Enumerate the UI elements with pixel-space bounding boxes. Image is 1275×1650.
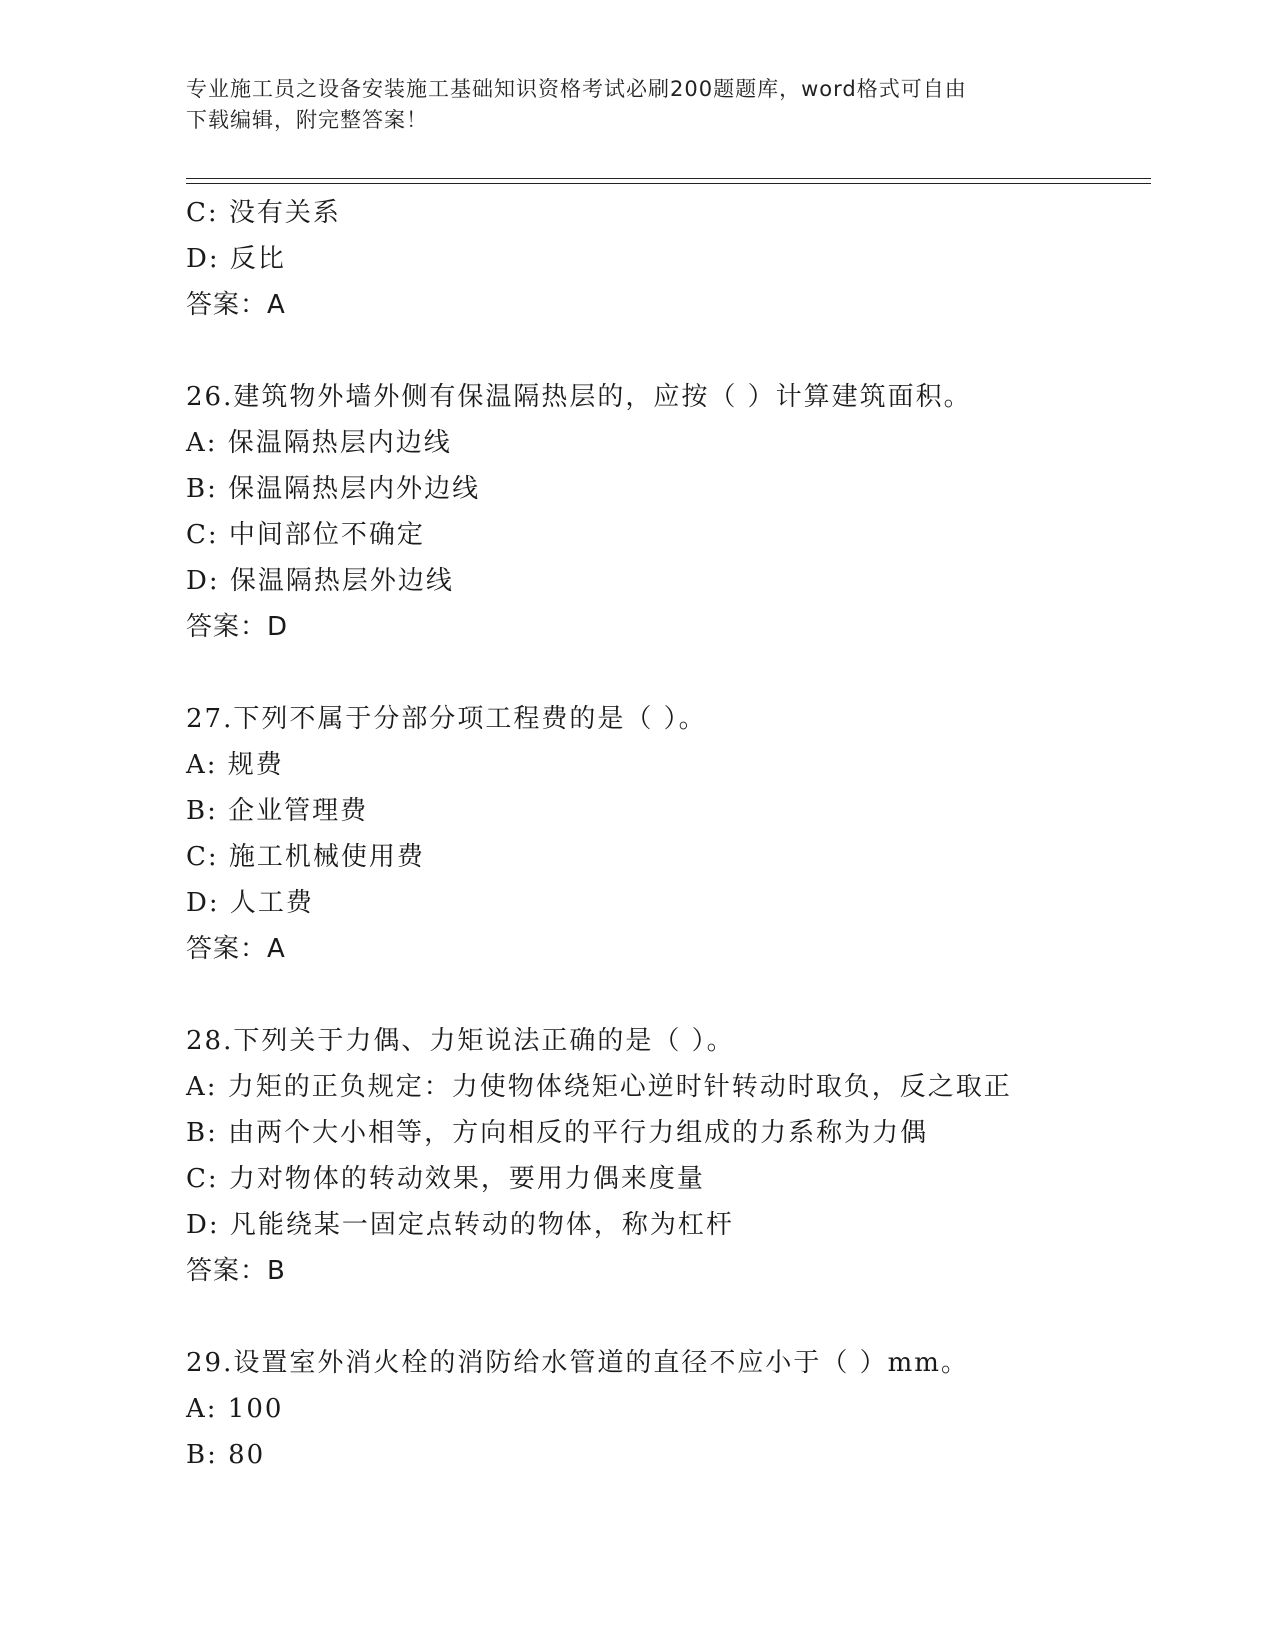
question-28 — [186, 1018, 1146, 1294]
option-b: B: 企业管理费 — [186, 796, 369, 826]
question-25-tail — [186, 190, 1146, 328]
answer: 答案：A — [186, 934, 286, 964]
option-c: C: 没有关系 — [186, 198, 341, 228]
option-c: C: 施工机械使用费 — [186, 842, 425, 872]
header-line-1: 专业施工员之设备安装施工基础知识资格考试必刷200题题库，word格式可自由 — [186, 77, 967, 101]
spacer — [186, 972, 1146, 1018]
option-d: D: 凡能绕某一固定点转动的物体，称为杠杆 — [186, 1210, 734, 1240]
header-rule-top — [186, 178, 1151, 179]
answer: 答案：B — [186, 1256, 286, 1286]
option-b: B: 保温隔热层内外边线 — [186, 474, 481, 504]
option-a: A: 力矩的正负规定：力使物体绕矩心逆时针转动时取负，反之取正 — [186, 1072, 1012, 1102]
option-b: B: 80 — [186, 1440, 266, 1470]
question-stem: 29.设置室外消火栓的消防给水管道的直径不应小于（ ）mm。 — [186, 1348, 969, 1378]
question-list — [186, 190, 1146, 1478]
option-c: C: 中间部位不确定 — [186, 520, 425, 550]
option-b: B: 由两个大小相等，方向相反的平行力组成的力系称为力偶 — [186, 1118, 929, 1148]
answer: 答案：D — [186, 612, 289, 642]
option-d: D: 反比 — [186, 244, 286, 274]
question-stem: 26.建筑物外墙外侧有保温隔热层的，应按（ ）计算建筑面积。 — [186, 382, 972, 412]
option-a: A: 保温隔热层内边线 — [186, 428, 452, 458]
question-29 — [186, 1340, 1146, 1478]
question-stem: 28.下列关于力偶、力矩说法正确的是（ ）。 — [186, 1026, 735, 1056]
header-line-2: 下载编辑，附完整答案！ — [186, 108, 428, 132]
answer: 答案：A — [186, 290, 286, 320]
option-d: D: 人工费 — [186, 888, 314, 918]
question-26 — [186, 374, 1146, 650]
option-a: A: 100 — [186, 1394, 284, 1424]
question-stem: 27.下列不属于分部分项工程费的是（ ）。 — [186, 704, 707, 734]
option-d: D: 保温隔热层外边线 — [186, 566, 454, 596]
question-27 — [186, 696, 1146, 972]
option-a: A: 规费 — [186, 750, 284, 780]
spacer — [186, 650, 1146, 696]
spacer — [186, 328, 1146, 374]
document-header — [186, 74, 1066, 136]
header-rule-bottom — [186, 183, 1151, 184]
spacer — [186, 1294, 1146, 1340]
option-c: C: 力对物体的转动效果，要用力偶来度量 — [186, 1164, 705, 1194]
